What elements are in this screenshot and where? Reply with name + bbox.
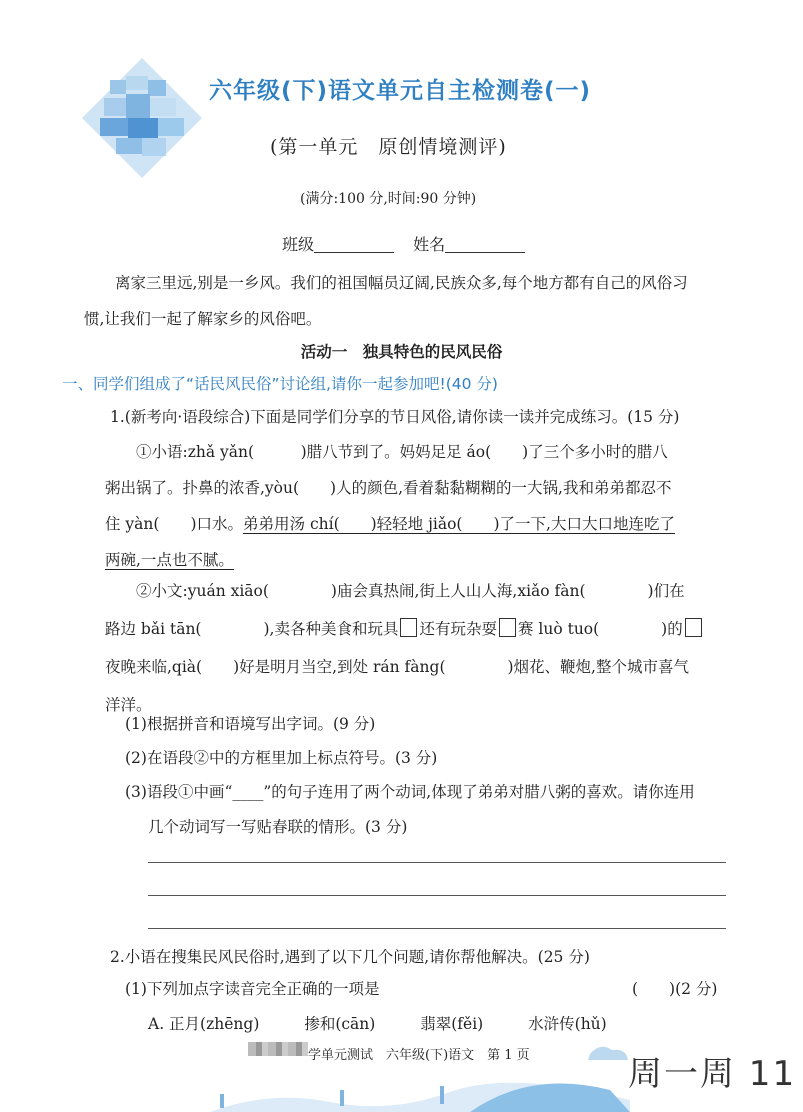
name-label: 姓名 xyxy=(413,235,446,254)
sub-question: (2)在语段②中的方框里加上标点符号。(3 分) xyxy=(125,749,438,767)
answer-bracket[interactable]: ( )(2 分) xyxy=(632,980,718,998)
section-title: 一、同学们组成了“话民风民俗”讨论组,请你一起参加吧!(40 分) xyxy=(62,375,498,393)
question-1-stem: 1.(新考向·语段综合)下面是同学们分享的节日风俗,请你读一读并完成练习。(15 分) xyxy=(110,408,680,426)
sub-question: 几个动词写一写贴春联的情形。(3 分) xyxy=(148,818,408,836)
passage-line: 夜晚来临,qià( )好是明月当空,到处 rán fàng( )烟花、鞭炮,整个城市喜气 xyxy=(105,658,689,676)
publisher-logo xyxy=(82,58,202,178)
passage-line: 洋洋。 xyxy=(105,696,152,714)
question-1-passage-2 xyxy=(105,572,745,724)
passage-line: 路边 bǎi tān( ),卖各种美食和玩具 xyxy=(105,620,399,638)
passage-line: ①小语:zhǎ yǎn( )腊八节到了。妈妈足足 áo( )了三个多小时的腊八 xyxy=(136,443,668,461)
punctuation-box[interactable] xyxy=(499,618,516,637)
answer-line[interactable] xyxy=(148,895,726,896)
intro-line: 惯,让我们一起了解家乡的风俗吧。 xyxy=(84,310,322,328)
passage-line: ②小文:yuán xiāo( )庙会真热闹,街上人山人海,xiǎo fàn( )们在 xyxy=(136,582,685,600)
class-label: 班级 xyxy=(282,235,315,254)
passage-line: 还有玩杂耍 xyxy=(419,620,497,638)
page-title: 六年级(下)语文单元自主检测卷(一) xyxy=(208,78,592,104)
answer-line[interactable] xyxy=(148,928,726,929)
blurred-publisher xyxy=(248,1042,308,1056)
choice-option[interactable]: 水浒传(hǔ) xyxy=(528,1015,607,1033)
answer-line[interactable] xyxy=(148,862,726,863)
choice-option[interactable]: 翡翠(fěi) xyxy=(420,1015,484,1033)
question-2-stem: 2.小语在搜集民风民俗时,遇到了以下几个问题,请你帮他解决。(25 分) xyxy=(110,948,590,966)
punctuation-box[interactable] xyxy=(685,618,702,637)
name-field[interactable] xyxy=(445,236,525,253)
choice-option[interactable]: 掺和(cān) xyxy=(304,1015,376,1033)
handwritten-note: 周一周 11 xyxy=(628,1054,797,1094)
sub-question: (1)根据拼音和语境写出字词。(9 分) xyxy=(125,715,376,733)
passage-line: 赛 luò tuo( )的 xyxy=(517,620,683,638)
intro-line: 离家三里远,别是一乡风。我们的祖国幅员辽阔,民族众多,每个地方都有自己的风俗习 xyxy=(115,274,688,292)
choice-option[interactable]: A. 正月(zhēng) xyxy=(148,1015,260,1033)
punctuation-box[interactable] xyxy=(400,618,417,637)
footer-text: 学单元测试 六年级(下)语文 第 1 页 xyxy=(308,1048,530,1063)
exam-meta: (满分:100 分,时间:90 分钟) xyxy=(300,191,477,207)
passage-line: 粥出锅了。扑鼻的浓香,yòu( )人的颜色,看着黏黏糊糊的一大锅,我和弟弟都忍不 xyxy=(105,479,672,497)
activity-title: 活动一 独具特色的民风民俗 xyxy=(300,343,503,361)
intro-paragraph xyxy=(84,265,734,337)
class-field[interactable] xyxy=(314,236,394,253)
sub-question: (3)语段①中画“____”的句子连用了两个动词,体现了弟弟对腊八粥的喜欢。请你连用 xyxy=(125,783,695,801)
underlined-sentence: 两碗,一点也不腻。 xyxy=(105,551,234,569)
student-fields xyxy=(282,232,539,255)
passage-line: 住 yàn( )口水。 xyxy=(105,515,244,533)
question-1-passage xyxy=(105,434,745,578)
sub-question: (1)下列加点字读音完全正确的一项是 xyxy=(125,980,380,998)
underlined-sentence: 弟弟用汤 chí( )轻轻地 jiǎo( )了一下,大口大口地连吃了 xyxy=(243,515,675,533)
page-subtitle: (第一单元 原创情境测评) xyxy=(270,136,507,158)
